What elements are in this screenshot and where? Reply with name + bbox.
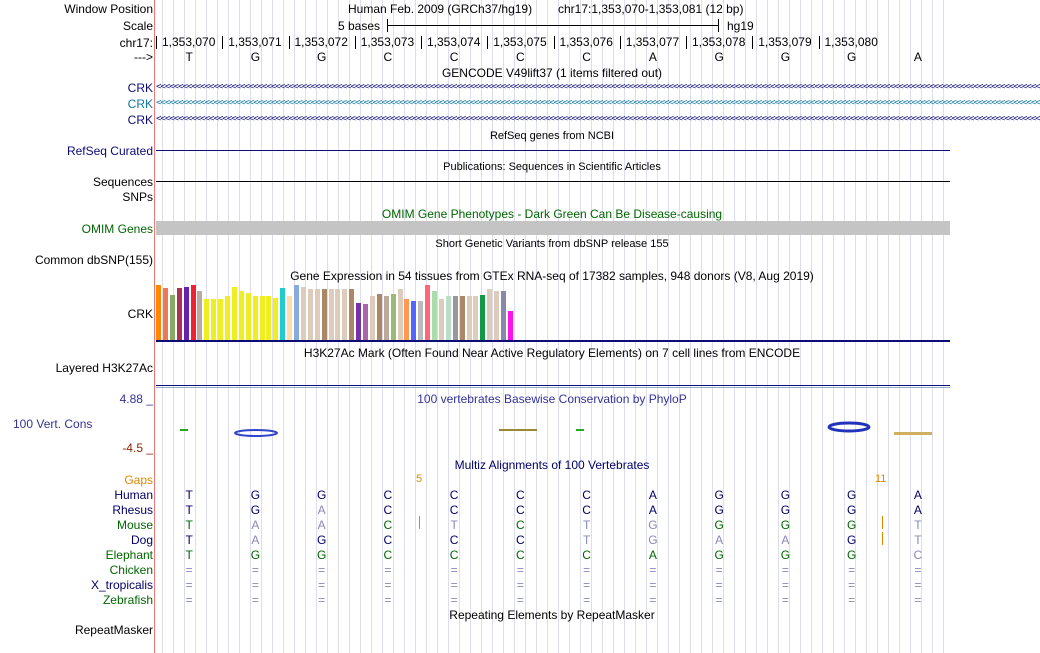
position-label: 1,353,074 [427, 35, 481, 49]
position-label: 1,353,072 [294, 35, 348, 49]
snps-track-label[interactable]: SNPs [122, 190, 153, 204]
alignment-base: A [648, 548, 657, 562]
gtex-tissue-bar[interactable] [239, 291, 244, 340]
alignment-base: A [913, 503, 922, 517]
repeatmasker-track-title[interactable]: Repeating Elements by RepeatMasker [449, 608, 655, 622]
alignment-base: G [250, 488, 261, 502]
alignment-base: G [780, 548, 791, 562]
sequences-track-label[interactable]: Sequences [92, 175, 153, 189]
gap-mark-11: 11 [875, 473, 887, 485]
alignment-base: A [251, 533, 260, 547]
gtex-tissue-bar[interactable] [467, 296, 472, 340]
alignment-base: = [450, 593, 458, 607]
species-label[interactable]: Elephant [105, 548, 153, 562]
position-tick [819, 36, 820, 49]
base-letter: A [913, 50, 922, 64]
alignment-base: = [516, 593, 524, 607]
dbsnp-track-label[interactable]: Common dbSNP(155) [34, 253, 153, 267]
position-label: 1,353,070 [162, 35, 216, 49]
alignment-base: A [715, 533, 724, 547]
alignment-base: C [383, 548, 393, 562]
alignment-base: G [316, 533, 327, 547]
alignment-base: = [450, 578, 458, 592]
gtex-tissue-bar[interactable] [453, 296, 458, 340]
gtex-tissue-bar[interactable] [508, 311, 513, 340]
position-label: 1,353,075 [493, 35, 547, 49]
gencode-item-label-1[interactable]: CRK [127, 81, 153, 95]
alignment-base: G [780, 518, 791, 532]
base-letter: T [185, 50, 193, 64]
scale-bar-right-tick [718, 19, 719, 32]
refseq-track-label[interactable]: RefSeq Curated [66, 144, 153, 158]
gtex-track-title[interactable]: Gene Expression in 54 tissues from GTEx RNA-seq of 17382 samples, 948 donors (V8, Aug 2019) [290, 269, 814, 283]
gtex-tissue-bar[interactable] [253, 296, 258, 340]
gtex-tissue-bar[interactable] [280, 288, 285, 340]
alignment-base: = [715, 578, 723, 592]
alignment-base: G [780, 503, 791, 517]
position-tick [222, 36, 223, 49]
alignment-base: C [449, 503, 459, 517]
scale-text: 5 bases [338, 19, 381, 33]
alignment-base: C [516, 548, 525, 562]
phylop-track-label[interactable]: 100 Vert. Cons [13, 417, 93, 431]
gtex-tissue-bar[interactable] [204, 299, 209, 340]
alignment-base: C [582, 503, 591, 517]
gtex-tissue-bar[interactable] [329, 289, 334, 340]
alignment-base: T [914, 533, 922, 547]
alignment-base: G [714, 488, 724, 502]
scale-bar-left-tick [387, 19, 388, 32]
alignment-base: = [185, 593, 193, 607]
alignment-base: G [250, 503, 261, 517]
alignment-base: = [781, 563, 789, 577]
alignment-base: G [714, 518, 724, 532]
alignment-base: A [317, 503, 326, 517]
alignment-base: C [449, 488, 459, 502]
gtex-tissue-bar[interactable] [266, 296, 271, 340]
gtex-tissue-bar[interactable] [391, 294, 396, 340]
gtex-tissue-bar[interactable] [294, 285, 299, 340]
alignment-base: C [449, 548, 459, 562]
gtex-tissue-bar[interactable] [377, 294, 382, 340]
alignment-base: C [383, 518, 393, 532]
gencode-transcript-1[interactable]: <<<<<<<<<<<<<<<<<<<<<<<<<<<<<<<<<<<<<<<<<<<<<<<<<<<<<<<<<<<<<<<<<<<<<<<<<<<<<<<<<<<<<<<<<<<<<<<<<<<<<<<<<<<<<<<<<<<<<<<<<<<<<<<<<<<<<<<<<<<<<<<<<<<<<<<<<<<<<<<<<<<<<<<<<<<<<<<<<<<<<<<<<<<<<<<<<<<<<<<< [156, 82, 1040, 92]
gtex-tissue-bar[interactable] [246, 293, 251, 340]
alignment-base: = [715, 593, 723, 607]
gtex-tissue-bar[interactable] [370, 296, 375, 340]
window-position-coords[interactable]: chr17:1,353,070-1,353,081 (12 bp) [558, 2, 744, 16]
alignment-base: G [780, 488, 791, 502]
alignment-base: = [516, 578, 524, 592]
base-letter: G [780, 50, 791, 64]
gtex-tissue-bar[interactable] [349, 289, 354, 340]
gtex-tissue-bar[interactable] [494, 291, 499, 340]
base-letter: C [516, 50, 525, 64]
position-tick [421, 36, 422, 49]
alignment-base: = [384, 593, 392, 607]
alignment-base: = [914, 578, 922, 592]
alignment-base: = [185, 563, 193, 577]
alignment-base: C [449, 533, 459, 547]
alignment-base: A [913, 488, 922, 502]
base-letter: C [383, 50, 393, 64]
alignment-base: T [914, 518, 922, 532]
base-letter: C [582, 50, 591, 64]
sequences-line [156, 181, 950, 182]
gtex-tissue-bar[interactable] [322, 289, 327, 340]
alignment-base: A [648, 503, 657, 517]
phylop-logo-glyphs [156, 418, 950, 440]
omim-track-label[interactable]: OMIM Genes [81, 222, 153, 236]
position-label: 1,353,079 [758, 35, 812, 49]
alignment-base: = [583, 593, 591, 607]
gtex-tissue-bar[interactable] [425, 285, 430, 340]
gtex-tissue-bar[interactable] [218, 299, 223, 340]
h3k27ac-signal-line [156, 385, 950, 386]
phylop-min-label: -4.5 _ [122, 441, 153, 455]
alignment-base: C [516, 488, 525, 502]
alignment-base: C [516, 533, 525, 547]
gencode-item-label-2[interactable]: CRK [127, 97, 153, 111]
alignment-base: G [648, 533, 658, 547]
gtex-tissue-bar[interactable] [315, 289, 320, 340]
gtex-tissue-bar[interactable] [170, 295, 175, 340]
scale-label: Scale [122, 19, 153, 33]
multiz-track-title[interactable]: Multiz Alignments of 100 Vertebrates [454, 458, 650, 472]
alignment-base: C [516, 503, 525, 517]
phylop-max-label: 4.88 _ [119, 392, 153, 406]
alignment-base: G [316, 548, 327, 562]
gtex-tissue-bar[interactable] [287, 296, 292, 340]
alignment-base: T [582, 533, 591, 547]
gtex-tissue-bar[interactable] [225, 296, 230, 340]
alignment-base: = [649, 578, 657, 592]
gtex-tissue-bar[interactable] [335, 289, 340, 340]
alignment-base: G [648, 518, 658, 532]
gtex-tissue-bar[interactable] [191, 285, 196, 340]
gtex-tissue-bar[interactable] [418, 301, 423, 340]
alignment-base: A [251, 518, 260, 532]
publications-track-title[interactable]: Publications: Sequences in Scientific Articles [443, 161, 661, 173]
alignment-base: = [516, 563, 524, 577]
position-tick [686, 36, 687, 49]
alignment-base: C [383, 533, 393, 547]
gtex-tissue-bar[interactable] [480, 295, 485, 340]
scale-bar [387, 25, 718, 26]
base-letter: G [250, 50, 261, 64]
scale-assembly: hg19 [727, 19, 754, 33]
gtex-tissue-bar[interactable] [363, 304, 368, 340]
gtex-tissue-bar[interactable] [260, 296, 265, 340]
gencode-item-label-3[interactable]: CRK [127, 113, 153, 127]
phylop-track-title[interactable]: 100 vertebrates Basewise Conservation by PhyloP [417, 392, 687, 406]
gtex-tissue-bar[interactable] [439, 299, 444, 340]
gtex-tissue-bar[interactable] [184, 287, 189, 340]
alignment-base: G [316, 488, 327, 502]
alignment-base: G [846, 548, 857, 562]
gtex-tissue-bar[interactable] [487, 289, 492, 340]
gtex-tissue-bar[interactable] [384, 296, 389, 340]
position-label: 1,353,078 [692, 35, 746, 49]
chrom-label: chr17: [119, 36, 153, 50]
base-letter: C [449, 50, 459, 64]
alignment-base: G [846, 533, 857, 547]
h3k27ac-track-label[interactable]: Layered H3K27Ac [55, 361, 153, 375]
gap-mark-5: 5 [416, 473, 423, 485]
alignment-base: = [251, 563, 259, 577]
alignment-base: = [251, 593, 259, 607]
strand-label: ---> [134, 50, 153, 64]
species-label[interactable]: Chicken [109, 563, 153, 577]
h3k27ac-signal-line-2 [156, 387, 950, 388]
alignment-base: = [251, 578, 259, 592]
repeatmasker-track-label[interactable]: RepeatMasker [74, 623, 153, 637]
position-label: 1,353,080 [824, 35, 878, 49]
gtex-tissue-bar[interactable] [356, 303, 361, 340]
alignment-base: C [582, 548, 591, 562]
alignment-base: = [318, 578, 326, 592]
alignment-base: T [185, 503, 193, 517]
position-tick [156, 36, 157, 49]
alignment-base: = [781, 593, 789, 607]
insertion-mark-mouse-1 [419, 516, 420, 529]
alignment-base: A [317, 518, 326, 532]
alignment-base: T [450, 518, 458, 532]
alignment-base: = [914, 563, 922, 577]
alignment-base: = [318, 563, 326, 577]
insertion-mark-mouse-2 [882, 516, 883, 529]
alignment-base: T [185, 488, 193, 502]
gencode-track-title[interactable]: GENCODE V49lift37 (1 items filtered out) [441, 66, 663, 80]
gtex-tissue-bar[interactable] [342, 289, 347, 340]
gtex-tissue-bar[interactable] [163, 288, 168, 340]
alignment-base: C [383, 488, 393, 502]
alignment-base: T [185, 548, 193, 562]
position-tick [620, 36, 621, 49]
alignment-base: T [185, 518, 193, 532]
alignment-base: C [913, 548, 923, 562]
gtex-tissue-bar[interactable] [197, 291, 202, 340]
gtex-tissue-bar[interactable] [411, 301, 416, 340]
base-letter: A [648, 50, 657, 64]
position-label: 1,353,071 [228, 35, 282, 49]
alignment-base: G [846, 488, 857, 502]
h3k27ac-track-title[interactable]: H3K27Ac Mark (Often Found Near Active Regulatory Elements) on 7 cell lines from ENCODE [303, 346, 801, 360]
alignment-base: = [715, 563, 723, 577]
alignment-base: C [383, 503, 393, 517]
gencode-transcript-2[interactable]: <<<<<<<<<<<<<<<<<<<<<<<<<<<<<<<<<<<<<<<<<<<<<<<<<<<<<<<<<<<<<<<<<<<<<<<<<<<<<<<<<<<<<<<<<<<<<<<<<<<<<<<<<<<<<<<<<<<<<<<<<<<<<<<<<<<<<<<<<<<<<<<<<<<<<<<<<<<<<<<<<<<<<<<<<<<<<<<<<<<<<<<<<<<<<<<<<<<<<<<< [156, 98, 1040, 108]
position-tick [554, 36, 555, 49]
gtex-tissue-bar[interactable] [273, 298, 278, 340]
gtex-tissue-bar[interactable] [398, 289, 403, 340]
alignment-base: = [848, 578, 856, 592]
multiz-gaps-label: Gaps [124, 473, 153, 487]
window-position-label: Window Position [64, 2, 153, 16]
species-label[interactable]: X_tropicalis [90, 578, 153, 592]
alignment-base: = [450, 563, 458, 577]
gtex-gene-baseline [156, 340, 950, 342]
refseq-gene-line[interactable] [156, 150, 950, 151]
left-label-border [154, 0, 155, 653]
position-label: 1,353,076 [559, 35, 613, 49]
alignment-base: = [318, 593, 326, 607]
species-label[interactable]: Dog [130, 533, 153, 547]
position-label: 1,353,073 [360, 35, 415, 49]
gtex-tissue-bar[interactable] [308, 289, 313, 340]
alignment-base: A [781, 533, 790, 547]
gtex-tissue-bar[interactable] [156, 285, 161, 340]
gtex-tissue-bar[interactable] [177, 288, 182, 340]
species-label[interactable]: Zebrafish [102, 593, 153, 607]
alignment-base: = [848, 563, 856, 577]
alignment-base: = [384, 578, 392, 592]
position-tick [289, 36, 290, 49]
alignment-base: = [914, 593, 922, 607]
position-tick [487, 36, 488, 49]
alignment-base: G [846, 518, 857, 532]
dbsnp-track-title[interactable]: Short Genetic Variants from dbSNP release 155 [435, 238, 669, 250]
gtex-tissue-bar[interactable] [460, 296, 465, 340]
alignment-base: = [649, 593, 657, 607]
position-tick [355, 36, 356, 49]
alignment-base: = [848, 593, 856, 607]
gtex-tissue-bar[interactable] [432, 291, 437, 340]
alignment-base: C [516, 518, 525, 532]
alignment-base: T [582, 518, 591, 532]
species-label[interactable]: Human [114, 488, 153, 502]
gtex-track-label[interactable]: CRK [127, 307, 153, 321]
alignment-base: = [384, 563, 392, 577]
alignment-base: G [714, 548, 724, 562]
base-letter: G [714, 50, 724, 64]
alignment-base: = [583, 578, 591, 592]
window-position-assembly: Human Feb. 2009 (GRCh37/hg19) [348, 2, 533, 16]
alignment-base: C [582, 488, 591, 502]
gencode-transcript-3[interactable]: <<<<<<<<<<<<<<<<<<<<<<<<<<<<<<<<<<<<<<<<<<<<<<<<<<<<<<<<<<<<<<<<<<<<<<<<<<<<<<<<<<<<<<<<<<<<<<<<<<<<<<<<<<<<<<<<<<<<<<<<<<<<<<<<<<<<<<<<<<<<<<<<<<<<<<<<<<<<<<<<<<<<<<<<<<<<<<<<<<<<<<<<<<<<<<<<<<<<<<<< [156, 114, 1040, 124]
species-label[interactable]: Rhesus [112, 503, 153, 517]
alignment-base: = [583, 563, 591, 577]
alignment-base: A [648, 488, 657, 502]
gtex-tissue-bar[interactable] [501, 291, 506, 340]
species-label[interactable]: Mouse [116, 518, 153, 532]
gtex-tissue-bar[interactable] [301, 287, 306, 340]
insertion-mark-dog [882, 532, 883, 545]
gtex-tissue-bar[interactable] [473, 296, 478, 340]
omim-phenotype-bar[interactable] [156, 221, 950, 235]
gtex-tissue-bar[interactable] [446, 296, 451, 340]
refseq-track-title[interactable]: RefSeq genes from NCBI [489, 130, 615, 142]
alignment-base: G [714, 503, 724, 517]
omim-track-title[interactable]: OMIM Gene Phenotypes - Dark Green Can Be Disease-causing [381, 207, 723, 221]
base-letter: G [846, 50, 857, 64]
gtex-tissue-bar[interactable] [232, 287, 237, 340]
alignment-base: G [250, 548, 261, 562]
alignment-base: = [185, 578, 193, 592]
alignment-base: T [185, 533, 193, 547]
position-label: 1,353,077 [625, 35, 680, 49]
alignment-base: = [649, 563, 657, 577]
alignment-base: G [846, 503, 857, 517]
gtex-tissue-bar[interactable] [211, 299, 216, 340]
alignment-base: = [781, 578, 789, 592]
gtex-tissue-bar[interactable] [404, 299, 409, 340]
base-letter: G [316, 50, 327, 64]
position-tick [752, 36, 753, 49]
